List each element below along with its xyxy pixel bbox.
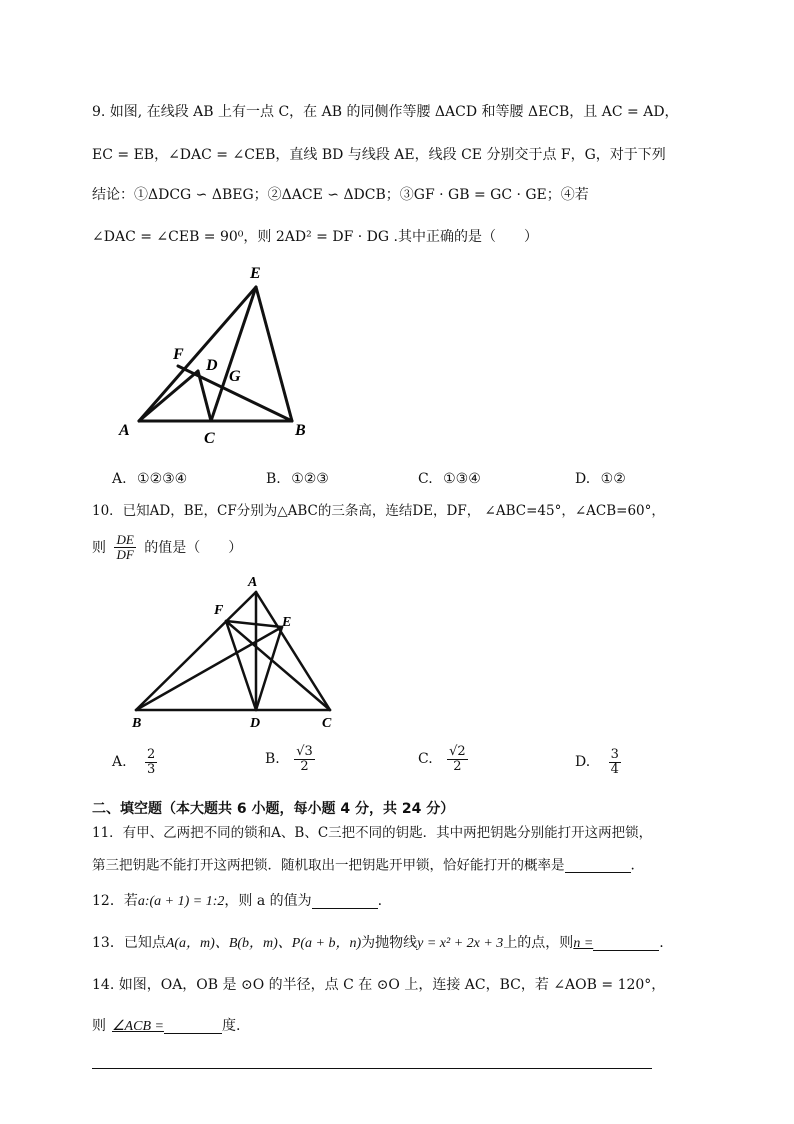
q11-text: 第三把钥匙不能打开这两把锁．随机取出一把钥匙开甲锁，恰好能打开的概率是 (92, 857, 565, 874)
option-letter: A. (112, 471, 127, 487)
q14-prefix: 则 (92, 1018, 106, 1034)
q13-line (92, 936, 664, 951)
segment-AD (139, 371, 198, 421)
q9-option-c (418, 471, 481, 487)
answer-blank (593, 936, 659, 951)
q9-option-b (266, 471, 329, 487)
q13-points: A(a，m)、B(b，m)、P(a + b，n) (165, 936, 362, 951)
q10-fraction-numerator: DE (116, 532, 134, 547)
q13-mid: 为抛物线 (361, 935, 418, 951)
option-fraction (294, 745, 315, 773)
section-heading: 二、填空题（本大题共 6 小题，每小题 4 分，共 24 分） (92, 801, 455, 817)
fraction-denominator: 2 (453, 758, 462, 774)
option-text: ①② (600, 471, 626, 487)
q9-line-4: ∠DAC = ∠CEB = 90⁰，则 2AD² = DF · DG .其中正确的是（ ） (92, 229, 538, 245)
q12-prefix: 12．若 (92, 893, 138, 909)
answer-blank (565, 858, 631, 873)
q14-suffix: 度. (221, 1018, 241, 1034)
fraction-denominator: 2 (300, 758, 309, 774)
segment-EB (256, 287, 292, 421)
label-C: C (204, 430, 215, 447)
q11-line-1: 11．有甲、乙两把不同的锁和A、B、C三把不同的钥匙．其中两把钥匙分别能打开这两把锁， (92, 825, 653, 841)
q11-end: . (630, 857, 635, 874)
q9-figure (110, 260, 330, 450)
fraction-numerator: 3 (610, 747, 619, 762)
label-D: D (250, 716, 261, 731)
label-E: E (282, 615, 292, 630)
option-letter: B. (266, 471, 281, 487)
q13-suffix: 上的点，则 (503, 935, 574, 951)
option-fraction (447, 745, 468, 773)
fraction-denominator: 4 (610, 761, 619, 777)
q14-lhs: ∠ACB = (112, 1019, 164, 1034)
label-D: D (206, 357, 218, 374)
answer-blank (312, 894, 378, 909)
option-fraction (145, 748, 157, 776)
option-letter: C. (418, 751, 433, 768)
label-G: G (229, 368, 241, 385)
q10-fraction-denominator: DF (116, 546, 134, 562)
q12-line (92, 894, 382, 909)
option-letter: C. (418, 471, 433, 487)
fraction-denominator: 3 (147, 761, 156, 777)
option-letter: B. (265, 751, 280, 768)
q9-line-3: 结论：①ΔDCG ∽ ΔBEG；②ΔACE ∽ ΔDCB；③GF · GB = GC · GE；④若 (92, 187, 589, 203)
label-B: B (132, 716, 142, 731)
option-text: ①②③④ (137, 471, 188, 487)
q10-line-2 (92, 533, 242, 561)
q10-fraction (114, 533, 135, 561)
q10-suffix: 的值是（ ） (144, 540, 243, 557)
option-letter: A. (112, 754, 127, 771)
q11-line-2 (92, 858, 635, 873)
fraction-numerator: 2 (147, 747, 156, 762)
option-letter: D. (575, 471, 591, 487)
label-A: A (119, 422, 130, 439)
q14-line-1: 14. 如图，OA，OB 是 ⊙O 的半径，点 C 在 ⊙O 上，连接 AC，BC，若 ∠AOB = 120°， (92, 977, 666, 993)
option-text: ①②③ (291, 471, 329, 487)
q12-expression: a:(a + 1) = 1:2 (137, 894, 225, 909)
q9-line-1: 9. 如图, 在线段 AB 上有一点 C，在 AB 的同侧作等腰 ΔACD 和等腰 ΔECB，且 AC = AD， (92, 104, 679, 120)
segment-AE (139, 287, 256, 421)
fraction-numerator: √2 (449, 744, 466, 759)
q10-option-b (265, 745, 315, 773)
fraction-numerator: √3 (296, 744, 313, 759)
q13-parabola: y = x² + 2x + 3 (417, 936, 504, 951)
q13-answer-lhs: n = (573, 936, 594, 951)
q10-line-1: 10．已知AD，BE，CF分别为△ABC的三条高，连结DE，DF， ∠ABC=45°，∠ACB=60°， (92, 503, 665, 519)
q14-line-2 (92, 1019, 240, 1034)
q13-prefix: 13．已知点 (92, 935, 166, 951)
option-fraction (609, 748, 621, 776)
q10-option-c (418, 745, 468, 773)
label-C: C (322, 716, 332, 731)
label-F: F (173, 346, 184, 363)
q9-option-d (575, 471, 626, 487)
label-F: F (214, 603, 224, 618)
q9-line-2: EC = EB，∠DAC = ∠CEB，直线 BD 与线段 AE，线段 CE 分别交于点 F，G，对于下列 (92, 147, 666, 163)
q10-option-d (575, 748, 621, 776)
q12-end: . (377, 893, 383, 909)
q10-option-a (112, 748, 157, 776)
q13-end: . (659, 935, 664, 951)
option-letter: D. (575, 754, 591, 771)
q12-suffix: ，则 a 的值为 (224, 893, 312, 909)
answer-blank (164, 1019, 222, 1034)
q10-prefix: 则 (92, 540, 106, 557)
segment-AC (256, 592, 330, 710)
label-A: A (248, 575, 258, 590)
label-E: E (250, 265, 261, 282)
option-text: ①③④ (443, 471, 481, 487)
footer-rule (92, 1068, 652, 1069)
label-B: B (295, 422, 306, 439)
q9-option-a (112, 471, 187, 487)
q10-figure (125, 570, 345, 735)
